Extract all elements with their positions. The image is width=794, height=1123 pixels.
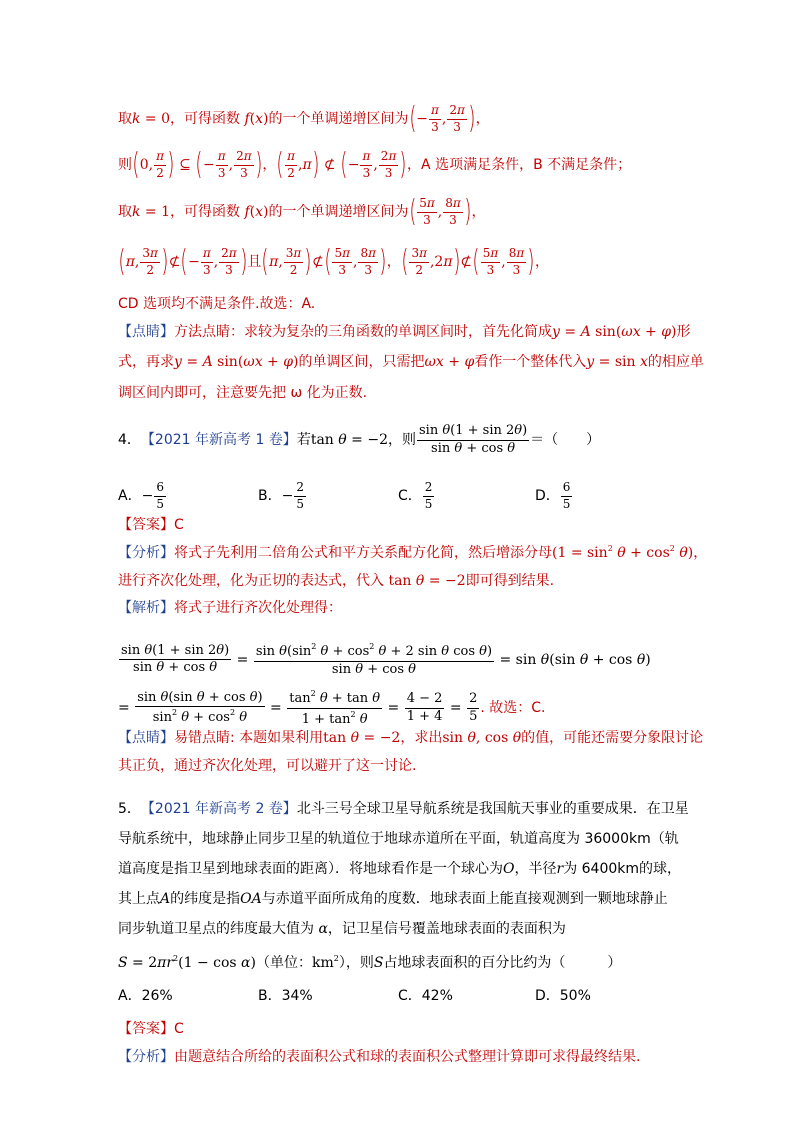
option-b[interactable]: B． − $\frac{2}{5}$ xyxy=(258,480,304,511)
option-c[interactable]: C．42% xyxy=(398,988,453,1004)
q4-equation-1: $\frac{\text{sin θ(1 + sin 2θ)}}{\text{sin θ + cos θ}}$ = $\frac{\sin \theta(\sin^2 \theta + \cos^2 \theta + 2 \sin \theta \cos \theta)}{\text{sin θ + cos θ}}$ = sin θ(sin θ + cos θ) xyxy=(121,642,651,677)
text-line-2: 则 ( 0, $\frac{\pi}{2}$ ) ⊆ ( − $\frac{\pi}{3}$ , $\frac{2\pi}{3}$ ) ， ( $\frac{\pi}{2}$ , π ) ⊄ ( − $\frac{\pi}{3}$ , $\frac{2\pi}{3}$ ) ，A 选项满足条件，B 不满足条件； xyxy=(118,147,632,183)
question-5-line-2: 导航系统中，地球静止同步卫星的轨道位于地球赤道所在平面，轨道高度为 36000km（轨 xyxy=(118,831,679,847)
q4-note-2: 其正负，通过齐次化处理，可以避开了这一讨论. xyxy=(118,758,417,774)
option-d[interactable]: D．50% xyxy=(535,988,591,1004)
option-b[interactable]: B．34% xyxy=(258,988,313,1004)
text-line-4: ( π , $\frac{3\pi}{2}$ ) ⊄ ( − $\frac{\pi}{3}$ , $\frac{2\pi}{3}$ ) 且 ( π , $\frac{3\pi}{2}$ ) ⊄ ( $\frac{5\pi}{3}$ , $\frac{8\pi}{3}$ ) ， ( $\frac{3\pi}{2}$ ,2 π ) ⊄ ( $\frac{5\pi}{3}$ , $\frac{8\pi}{3}$ ) ， xyxy=(118,244,549,280)
question-5-line-6: S = 2 πr $^2$(1 − cos α ) （单位： $km^2$ ），则 S 占地球表面积的百分比约为（ ） xyxy=(118,954,622,971)
q4-note-1: 【点睛】 易错点睛: 本题如果利用 tan θ = −2 ，求出 sin θ , cos θ 的值，可能还需要分象限讨论 xyxy=(118,730,704,746)
q5-analysis: 【分析】 由题意结合所给的表面积公式和球的表面积公式整理计算即可求得最终结果. xyxy=(118,1049,641,1065)
text-line-1: 取 k = 0 ，可得函数 f ( x ) 的一个单调递增区间为 ( − $\frac{\pi}{3}$ , $\frac{2\pi}{3}$ ) ， xyxy=(118,101,490,137)
question-5-line-4: 其上点 A 的纬度是指 OA 与赤道平面所成角的度数．地球表面上能直接观测到一颗地球静止 xyxy=(118,891,668,907)
question-4-stem: 4． 【2021 年新高考 1 卷】 若 tan θ = −2 ，则 $\frac{\text{sin θ(1 + sin 2θ)}}{\text{sin θ + cos θ}}$ ＝（ ） xyxy=(118,423,601,456)
q4-answer: 【答案】 C xyxy=(118,517,184,533)
q4-analysis-2: 进行齐次化处理，化为正切的表达式，代入 tan θ = −2 即可得到结果. xyxy=(118,573,555,589)
option-c[interactable]: C． $\frac{2}{5}$ xyxy=(398,480,433,511)
text-line-5: CD 选项均不满足条件.故选：A. xyxy=(118,296,316,312)
q5-answer: 【答案】 C xyxy=(118,1021,184,1037)
question-5-line-3: 道高度是指卫星到地球表面的距离）．将地球看作是一个球心为 O ，半径 r 为 6400km的球， xyxy=(118,861,682,877)
q4-equation-2: = $\frac{\text{sin θ(sin θ + cos θ)}}{\sin^2 \theta + \cos^2 \theta}$ = $\frac{\tan^2 \theta + \tan \theta}{1 + \tan^2 \theta}$ = $\frac{4 - 2}{1 + 4}$ = $\frac{2}{5}$ . 故选：C. xyxy=(118,689,546,727)
math: k xyxy=(132,111,141,128)
tip-line-1: 【点睛】 方法点睛：求较为复杂的三角函数的单调区间时，首先化简成 y = A sin( ωx + φ ) 形 xyxy=(118,324,691,340)
question-5-line-1: 5． 【2021 年新高考 2 卷】 北斗三号全球卫星导航系统是我国航天事业的重要成果．在卫星 xyxy=(118,801,689,817)
option-d[interactable]: D． $\frac{6}{5}$ xyxy=(535,480,571,511)
option-a[interactable]: A． − $\frac{6}{5}$ xyxy=(118,480,164,511)
q4-solution-tag: 【解析】 将式子进行齐次化处理得： xyxy=(118,600,342,616)
q4-analysis-1: 【分析】 将式子先利用二倍角公式和平方关系配方化简，然后增添分母 $(1 = \sin^2 \theta + \cos^2 \theta)$ ， xyxy=(118,544,708,561)
tip-line-2: 式，再求 y = A sin( ωx + φ ) 的单调区间，只需把 ωx + φ 看作一个整体代入 y = sin x 的相应单 xyxy=(118,354,704,370)
tip-line-3: 调区间内即可，注意要先把 ω 化为正数. xyxy=(118,385,368,401)
question-5-line-5: 同步轨道卫星点的纬度最大值为 α ，记卫星信号覆盖地球表面的表面积为 xyxy=(118,921,566,937)
option-a[interactable]: A．26% xyxy=(118,988,173,1004)
text-line-3: 取 k = 1 ，可得函数 f ( x ) 的一个单调递增区间为 ( $\frac{5\pi}{3}$ , $\frac{8\pi}{3}$ ) ， xyxy=(118,194,486,230)
